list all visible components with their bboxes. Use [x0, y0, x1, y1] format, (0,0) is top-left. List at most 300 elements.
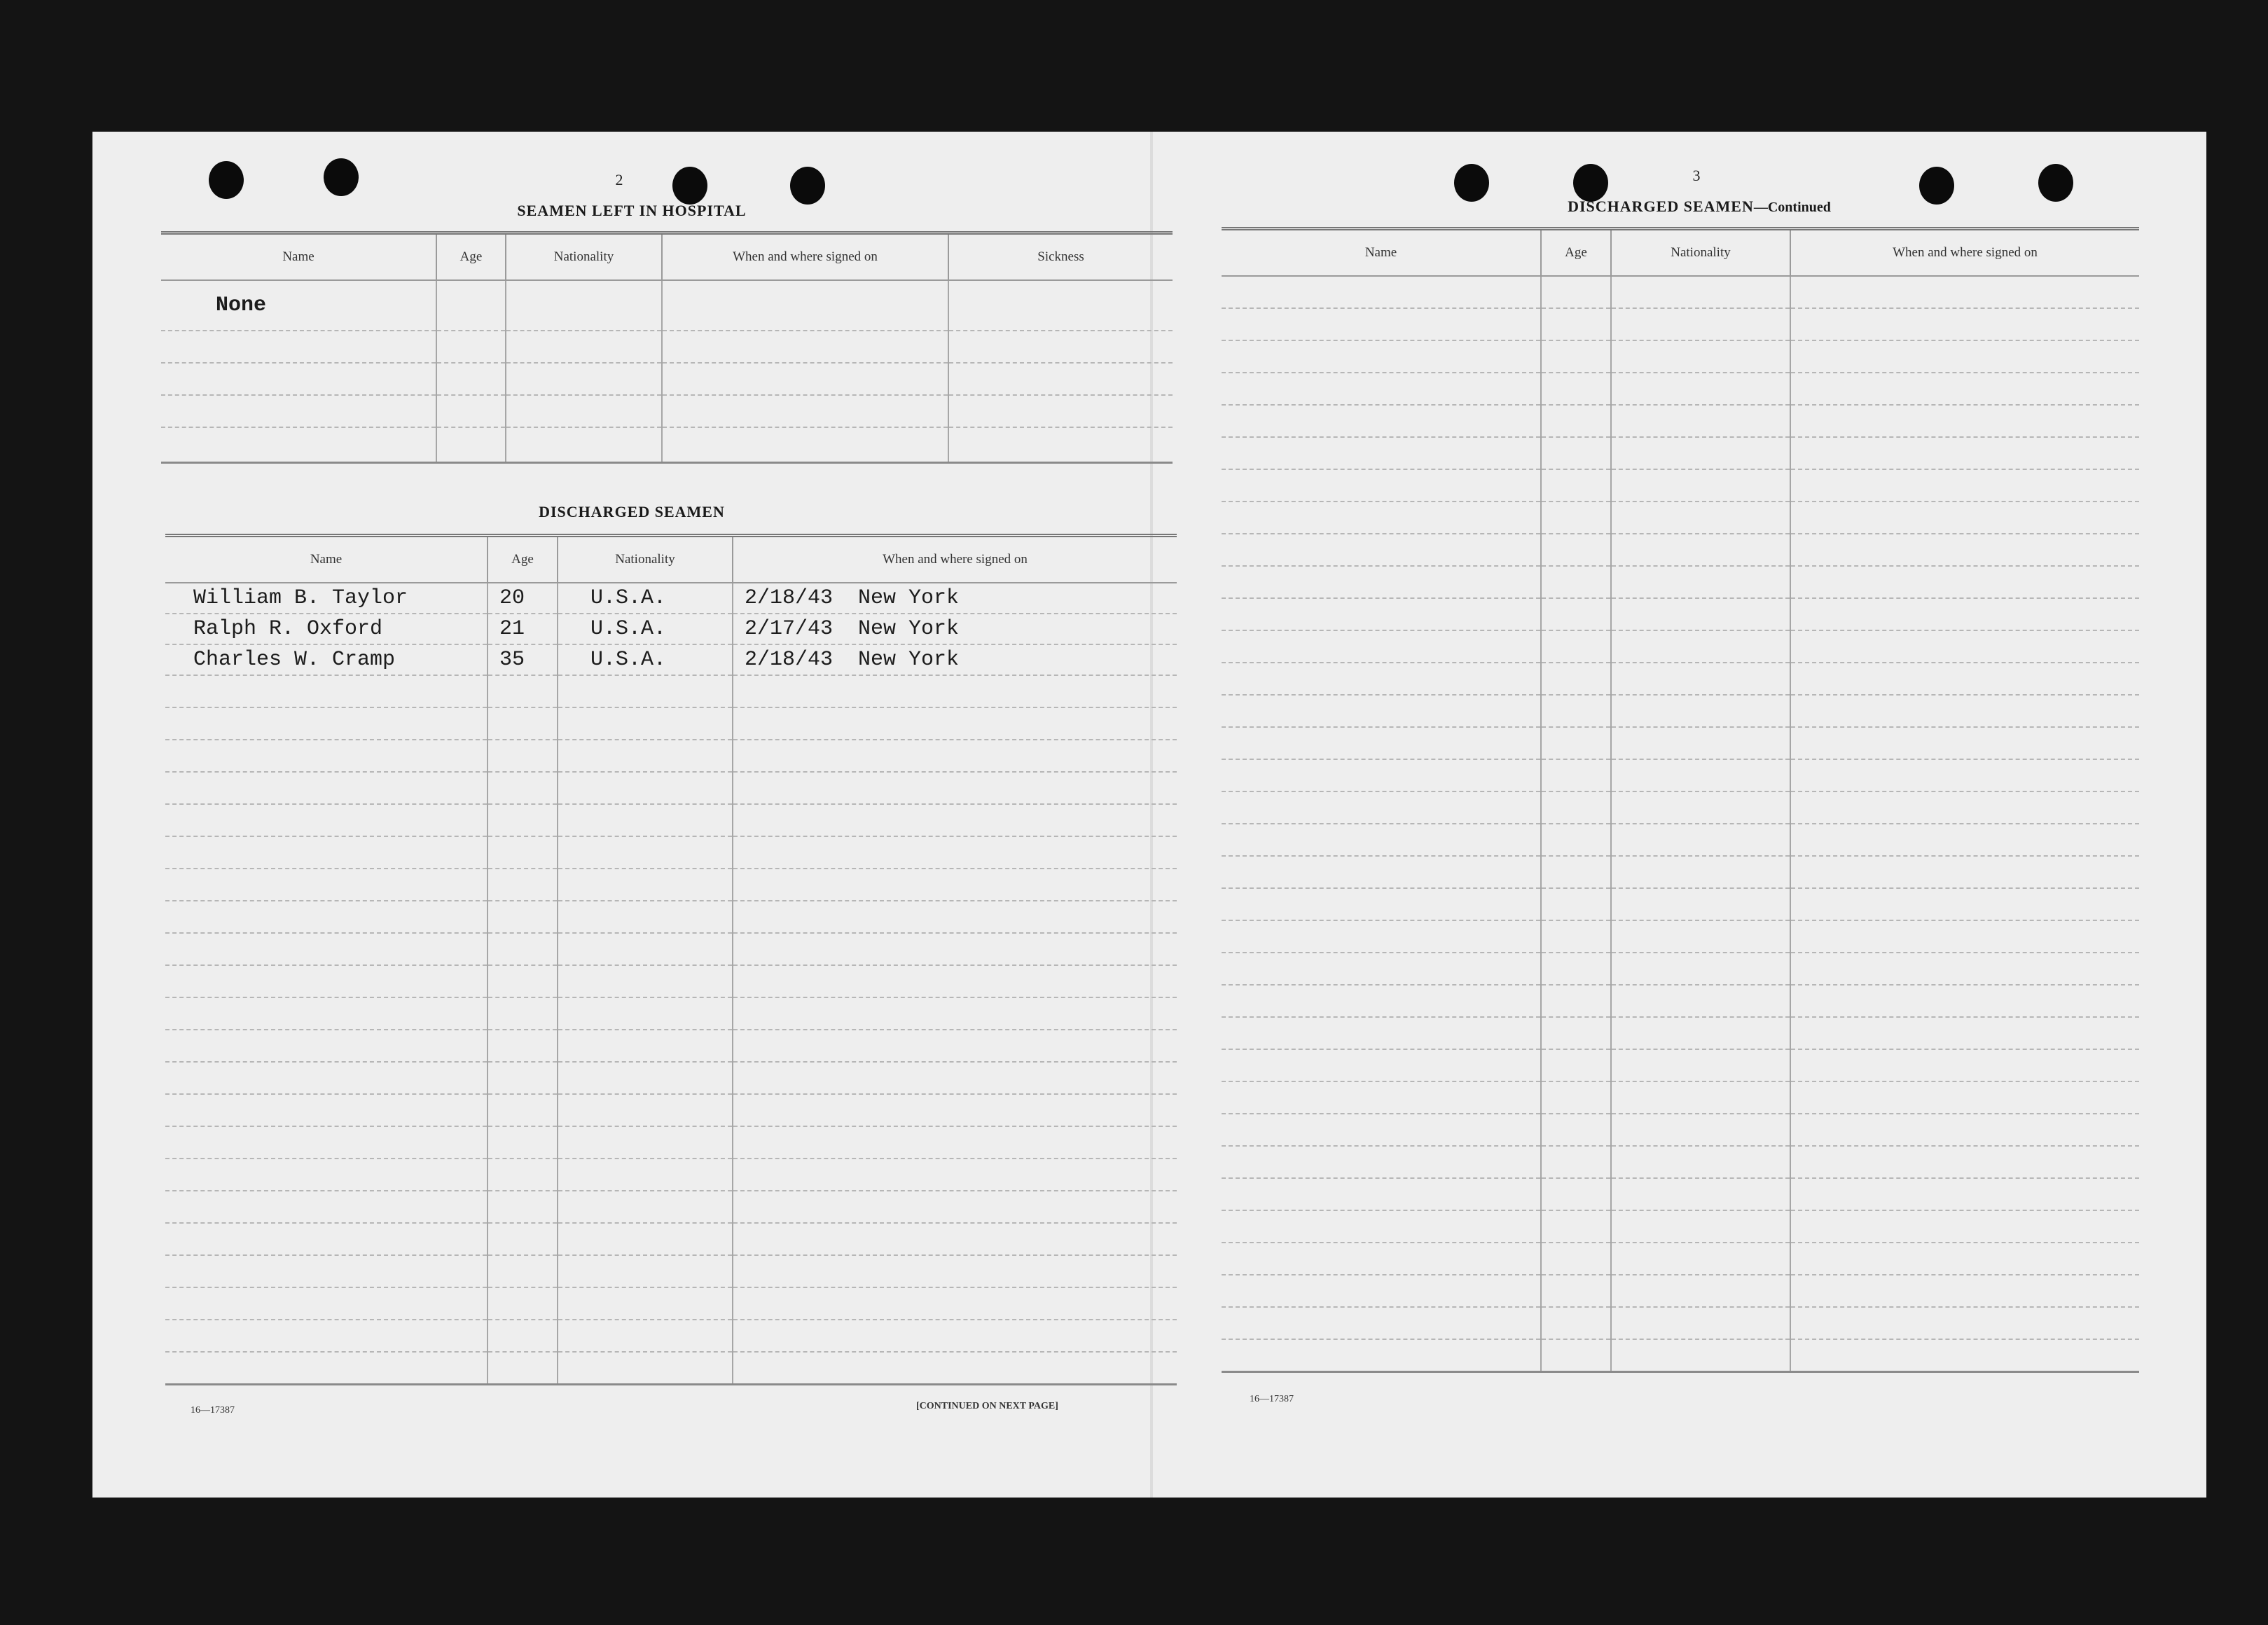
cell: [1222, 534, 1541, 566]
cell: [1541, 663, 1611, 695]
table-row: [1222, 1114, 2139, 1146]
cell: [165, 1159, 488, 1191]
cell: [1222, 1017, 1541, 1049]
cell: [662, 363, 948, 395]
cell: [1222, 791, 1541, 824]
table-row: [1222, 566, 2139, 598]
cell: [161, 395, 436, 427]
table-row: [165, 869, 1177, 901]
cell: [733, 997, 1177, 1030]
cell: [1790, 856, 2139, 888]
cell: [1611, 598, 1790, 630]
cell: [1611, 1114, 1790, 1146]
seaman-name: Charles W. Cramp: [165, 644, 488, 675]
table-row: [165, 772, 1177, 804]
cell: [488, 1159, 558, 1191]
cell: [1790, 953, 2139, 985]
punch-hole: [1573, 164, 1608, 202]
cell: [558, 1191, 733, 1223]
table-row: [1222, 695, 2139, 727]
cell: [733, 1159, 1177, 1191]
cell: [165, 1191, 488, 1223]
cell: [662, 395, 948, 427]
table-row: [1222, 791, 2139, 824]
cell: [488, 997, 558, 1030]
table-row: [1222, 1178, 2139, 1210]
cell: [1222, 1146, 1541, 1178]
cell: [1222, 1210, 1541, 1243]
cell: [948, 395, 1173, 427]
cell: [1541, 1339, 1611, 1371]
column-header: Age: [488, 536, 558, 583]
column-header: Nationality: [1611, 229, 1790, 277]
right-page: [1153, 132, 2206, 1498]
cell: [662, 331, 948, 363]
cell: [1541, 1178, 1611, 1210]
cell: [1222, 276, 1541, 308]
cell: [488, 1352, 558, 1384]
column-header: When and where signed on: [733, 536, 1177, 583]
cell: [1790, 1210, 2139, 1243]
cell: [558, 1287, 733, 1320]
cell: [1541, 856, 1611, 888]
cell: [733, 1030, 1177, 1062]
cell: [1222, 824, 1541, 856]
cell: [558, 1094, 733, 1126]
cell: [558, 1159, 733, 1191]
cell: [1790, 308, 2139, 340]
cell: [1790, 1114, 2139, 1146]
cell: [733, 1223, 1177, 1255]
cell: [733, 1255, 1177, 1287]
cell: [1790, 630, 2139, 663]
cell: [436, 280, 506, 331]
cell: [1611, 373, 1790, 405]
cell: [948, 280, 1173, 331]
cell: [733, 804, 1177, 836]
cell: [1790, 1081, 2139, 1114]
table-row: [161, 427, 1173, 462]
cell: [1222, 727, 1541, 759]
table-row: [1222, 985, 2139, 1017]
cell: [1541, 1081, 1611, 1114]
cell: [1611, 308, 1790, 340]
cell: [558, 675, 733, 707]
cell: [1790, 598, 2139, 630]
hospital-table: [161, 231, 1173, 464]
cell: [558, 1320, 733, 1352]
cell: [1541, 534, 1611, 566]
cell: [488, 1287, 558, 1320]
cell: [1541, 985, 1611, 1017]
column-header: Name: [161, 233, 436, 281]
seaman-signed-on: 2/18/43 New York: [733, 583, 1177, 614]
cell: [1541, 276, 1611, 308]
cell: [1541, 1146, 1611, 1178]
cell: [1541, 308, 1611, 340]
cell: [161, 331, 436, 363]
table-row: [161, 280, 1173, 331]
table-row: [165, 1062, 1177, 1094]
seaman-name: Ralph R. Oxford: [165, 614, 488, 644]
punch-hole: [790, 167, 825, 205]
seaman-age: 20: [488, 583, 558, 614]
punch-hole: [1919, 167, 1954, 205]
cell: [488, 901, 558, 933]
cell: [1611, 469, 1790, 502]
cell: [1611, 1307, 1790, 1339]
cell: [165, 1126, 488, 1159]
cell: [558, 740, 733, 772]
discharged-section-title: DISCHARGED SEAMEN: [539, 503, 725, 520]
cell: [733, 836, 1177, 869]
title-text: DISCHARGED SEAMEN: [1568, 198, 1754, 215]
cell: [1790, 1243, 2139, 1275]
cell: [1541, 1114, 1611, 1146]
table-row: [165, 1255, 1177, 1287]
cell: [1541, 695, 1611, 727]
seaman-nationality: U.S.A.: [558, 583, 733, 614]
cell: [436, 363, 506, 395]
cell: [1611, 1081, 1790, 1114]
cell: [506, 363, 662, 395]
cell: [165, 1255, 488, 1287]
table-row: [1222, 405, 2139, 437]
cell: [165, 1320, 488, 1352]
cell: [1222, 985, 1541, 1017]
cell: [1790, 663, 2139, 695]
cell: [1541, 598, 1611, 630]
cell: [1222, 1114, 1541, 1146]
cell: [1790, 920, 2139, 953]
column-header: Name: [1222, 229, 1541, 277]
cell: [1541, 888, 1611, 920]
cell: [488, 1223, 558, 1255]
cell: [558, 965, 733, 997]
cell: [1790, 469, 2139, 502]
cell: [1611, 405, 1790, 437]
table-row: [1222, 598, 2139, 630]
cell: [1541, 502, 1611, 534]
cell: [1541, 1275, 1611, 1307]
cell: [1541, 759, 1611, 791]
cell: [506, 280, 662, 331]
cell: [1541, 340, 1611, 373]
cell: [1541, 373, 1611, 405]
cell: [1222, 373, 1541, 405]
cell: [733, 869, 1177, 901]
cell: [1790, 1339, 2139, 1371]
column-header: Nationality: [558, 536, 733, 583]
table-row: [165, 583, 1177, 614]
cell: [1611, 759, 1790, 791]
table-row: [1222, 502, 2139, 534]
cell: [1611, 566, 1790, 598]
table-row: [1222, 1243, 2139, 1275]
cell: [165, 836, 488, 869]
cell: [1222, 953, 1541, 985]
cell: [165, 740, 488, 772]
cell: [733, 1126, 1177, 1159]
cell: [1611, 437, 1790, 469]
cell: [1611, 985, 1790, 1017]
cell: [165, 965, 488, 997]
cell: [1611, 1017, 1790, 1049]
cell: [558, 1030, 733, 1062]
cell: [165, 1030, 488, 1062]
title-suffix: —Continued: [1753, 200, 1831, 215]
table-row: [1222, 1017, 2139, 1049]
cell: [488, 965, 558, 997]
cell: [1611, 888, 1790, 920]
cell: [165, 933, 488, 965]
page-number: 2: [615, 171, 623, 188]
table-row: [1222, 1210, 2139, 1243]
cell: [1541, 1210, 1611, 1243]
cell: [948, 331, 1173, 363]
document-sheet: [92, 132, 2206, 1498]
cell: [733, 1094, 1177, 1126]
cell: [436, 331, 506, 363]
cell: [488, 740, 558, 772]
seaman-name: William B. Taylor: [165, 583, 488, 614]
cell: [165, 675, 488, 707]
discharged-continued-table: [1222, 227, 2139, 1373]
cell: [488, 836, 558, 869]
cell: [165, 1352, 488, 1384]
cell: [1222, 340, 1541, 373]
cell: [506, 427, 662, 462]
cell: [1222, 1178, 1541, 1210]
cell: [1222, 630, 1541, 663]
cell: [1790, 405, 2139, 437]
cell: [165, 1287, 488, 1320]
table-row: [165, 804, 1177, 836]
cell: [1541, 920, 1611, 953]
cell: [1541, 824, 1611, 856]
cell: [558, 1223, 733, 1255]
continued-note: [CONTINUED ON NEXT PAGE]: [916, 1401, 1058, 1411]
table-row: [165, 1352, 1177, 1384]
cell: [1611, 1243, 1790, 1275]
table-row: [1222, 308, 2139, 340]
column-header: When and where signed on: [662, 233, 948, 281]
table-row: [1222, 759, 2139, 791]
cell: [1790, 1049, 2139, 1081]
cell: [733, 1320, 1177, 1352]
cell: [1611, 1275, 1790, 1307]
cell: [558, 772, 733, 804]
column-header: When and where signed on: [1790, 229, 2139, 277]
cell: [488, 1320, 558, 1352]
table-row: [1222, 437, 2139, 469]
cell: [506, 331, 662, 363]
table-row: [165, 836, 1177, 869]
cell: [558, 1352, 733, 1384]
cell: [488, 804, 558, 836]
table-row: [165, 707, 1177, 740]
table-row: [1222, 888, 2139, 920]
cell: [1541, 630, 1611, 663]
cell: [558, 1062, 733, 1094]
table-row: [165, 997, 1177, 1030]
cell: [1611, 856, 1790, 888]
seaman-age: 35: [488, 644, 558, 675]
cell: [1222, 1275, 1541, 1307]
cell: [948, 427, 1173, 462]
column-header: Sickness: [948, 233, 1173, 281]
cell: [1541, 1243, 1611, 1275]
blank-rows: [1222, 276, 2139, 1371]
cell: [1611, 630, 1790, 663]
cell: [1790, 437, 2139, 469]
blank-rows: [165, 675, 1177, 1384]
cell: [1790, 985, 2139, 1017]
cell: [161, 363, 436, 395]
discharged-table: [165, 534, 1177, 1385]
cell: [1222, 856, 1541, 888]
column-header: Name: [165, 536, 488, 583]
cell: [1611, 824, 1790, 856]
cell: [1790, 340, 2139, 373]
cell: [165, 1094, 488, 1126]
cell: [1222, 566, 1541, 598]
cell: [165, 997, 488, 1030]
cell: [1611, 695, 1790, 727]
cell: [165, 772, 488, 804]
cell: [733, 933, 1177, 965]
cell: [488, 1062, 558, 1094]
cell: [165, 707, 488, 740]
cell: [1611, 340, 1790, 373]
cell: [733, 1287, 1177, 1320]
cell: [1541, 437, 1611, 469]
cell: [1611, 276, 1790, 308]
column-header: Age: [1541, 229, 1611, 277]
table-row: [165, 1287, 1177, 1320]
cell: [436, 427, 506, 462]
cell: [1541, 566, 1611, 598]
cell: [1611, 953, 1790, 985]
seaman-signed-on: 2/18/43 New York: [733, 644, 1177, 675]
table-row: [1222, 534, 2139, 566]
table-row: [1222, 1146, 2139, 1178]
cell: [558, 1126, 733, 1159]
cell: [558, 707, 733, 740]
cell: [1790, 695, 2139, 727]
cell: [488, 869, 558, 901]
cell: [1790, 566, 2139, 598]
punch-hole: [672, 167, 707, 205]
cell: [488, 772, 558, 804]
table-row: [1222, 727, 2139, 759]
table-row: [165, 644, 1177, 675]
cell: [1222, 598, 1541, 630]
cell: [948, 363, 1173, 395]
cell: [1222, 469, 1541, 502]
table-row: [165, 901, 1177, 933]
cell: [1611, 791, 1790, 824]
cell: [165, 869, 488, 901]
cell: [733, 1352, 1177, 1384]
cell: [558, 869, 733, 901]
table-row: [1222, 824, 2139, 856]
cell: [1222, 663, 1541, 695]
table-row: [165, 1223, 1177, 1255]
table-row: [165, 933, 1177, 965]
cell: [1790, 502, 2139, 534]
table-row: [161, 363, 1173, 395]
table-row: [1222, 373, 2139, 405]
cell: [1790, 791, 2139, 824]
cell: [488, 1126, 558, 1159]
table-row: [1222, 856, 2139, 888]
cell: [733, 965, 1177, 997]
hospital-entry-none: None: [161, 280, 436, 331]
cell: [1790, 888, 2139, 920]
table-row: [165, 614, 1177, 644]
cell: [165, 901, 488, 933]
punch-hole: [2038, 164, 2073, 202]
cell: [1611, 1049, 1790, 1081]
cell: [488, 1030, 558, 1062]
cell: [1222, 437, 1541, 469]
cell: [1222, 308, 1541, 340]
cell: [558, 804, 733, 836]
cell: [1541, 1049, 1611, 1081]
cell: [1541, 405, 1611, 437]
cell: [662, 427, 948, 462]
cell: [733, 1062, 1177, 1094]
cell: [1611, 1339, 1790, 1371]
cell: [733, 1191, 1177, 1223]
cell: [1611, 920, 1790, 953]
table-row: [1222, 469, 2139, 502]
cell: [1790, 759, 2139, 791]
cell: [161, 427, 436, 462]
cell: [558, 901, 733, 933]
cell: [488, 933, 558, 965]
table-row: [1222, 953, 2139, 985]
cell: [1541, 1017, 1611, 1049]
cell: [488, 1255, 558, 1287]
page-number: 3: [1692, 167, 1701, 184]
cell: [488, 1191, 558, 1223]
cell: [1611, 1146, 1790, 1178]
seaman-nationality: U.S.A.: [558, 614, 733, 644]
cell: [165, 1062, 488, 1094]
cell: [1790, 1307, 2139, 1339]
cell: [165, 1223, 488, 1255]
cell: [1541, 469, 1611, 502]
cell: [1222, 405, 1541, 437]
cell: [1790, 727, 2139, 759]
cell: [488, 707, 558, 740]
cell: [436, 395, 506, 427]
cell: [488, 1094, 558, 1126]
table-row: [161, 331, 1173, 363]
table-row: [165, 1094, 1177, 1126]
cell: [1222, 695, 1541, 727]
cell: [1222, 920, 1541, 953]
table-row: [161, 395, 1173, 427]
cell: [506, 395, 662, 427]
punch-hole: [324, 158, 359, 196]
hospital-section-title: SEAMEN LEFT IN HOSPITAL: [517, 202, 747, 219]
form-number: 16—17387: [1250, 1394, 1294, 1404]
cell: [1222, 1049, 1541, 1081]
cell: [1541, 1307, 1611, 1339]
